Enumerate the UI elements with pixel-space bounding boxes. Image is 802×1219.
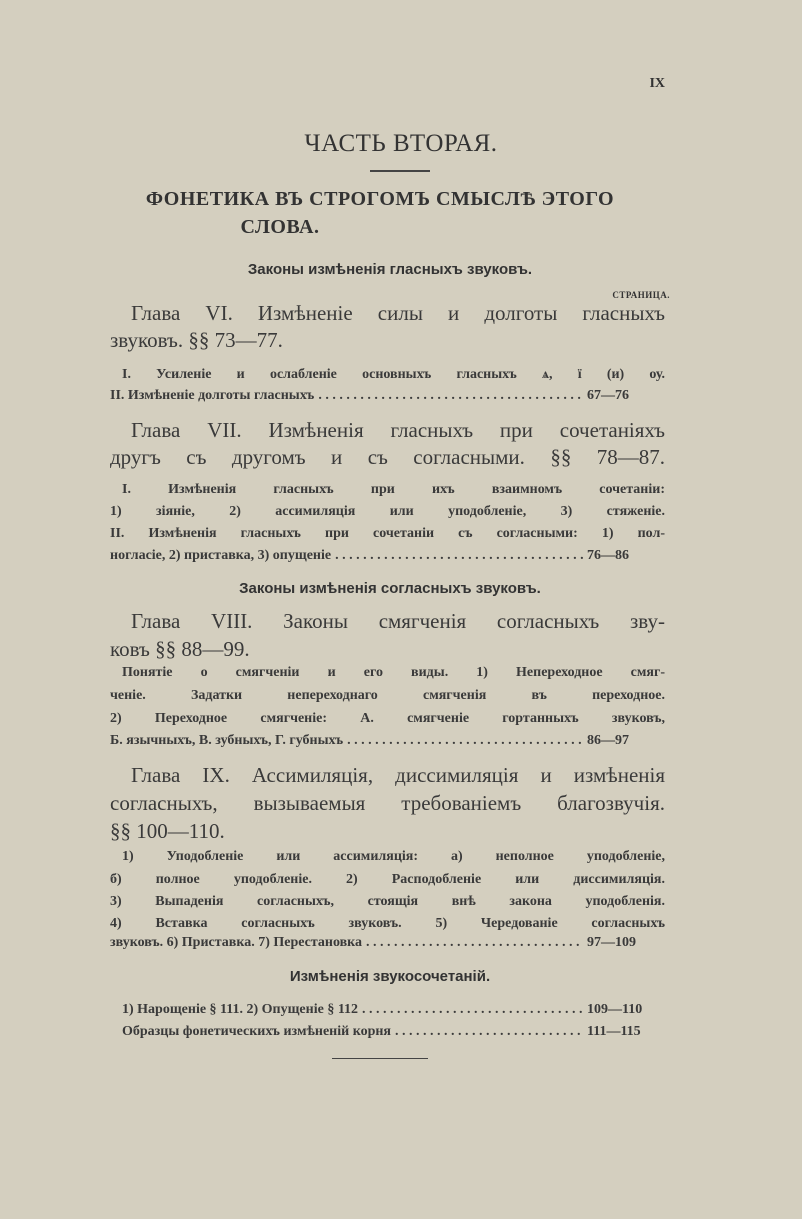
section-heading: Законы измѣненія согласныхъ звуковъ. (239, 580, 541, 597)
toc-line: I. Усиленіе и ослабленіе основныхъ гласныхъ ѧ, ї (и) оу. (122, 367, 665, 382)
chapter-title: Глава VII. Измѣненія гласныхъ при сочетаніяхъ (131, 418, 665, 442)
divider (370, 170, 430, 172)
chapter-title: ковъ §§ 88—99. (110, 637, 250, 661)
page-range: 97—109 (587, 935, 636, 950)
entry-text: Образцы фонетическихъ измѣненій корня (122, 1024, 392, 1039)
toc-line: ченіе. Задатки непереходнаго смягченія въ переходное. (110, 688, 665, 703)
page-range: 86—97 (587, 733, 629, 748)
toc-line: II. Измѣненія гласныхъ при сочетаніи съ согласными: 1) пол- (110, 526, 665, 541)
part-subtitle: СЛОВА. (240, 216, 320, 238)
entry-text: 1) Нарощеніе § 111. 2) Опущеніе § 112 (122, 1002, 359, 1017)
toc-line: 1) Уподобленіе или ассимиляція: а) неполное уподобленіе, (122, 849, 665, 864)
page-column-label: СТРАНИЦА. (612, 290, 670, 300)
entry-text: звуковъ. 6) Приставка. 7) Перестановка (110, 935, 363, 950)
toc-line: 3) Выпаденія согласныхъ, стоящія внѣ закона уподобленія. (110, 894, 665, 909)
page-range: 109—110 (587, 1002, 643, 1017)
toc-line: 1) зіяніе, 2) ассимиляція или уподобленіе, 3) стяженіе. (110, 504, 665, 519)
dot-leader (347, 733, 583, 749)
chapter-title: Глава VIII. Законы смягченія согласныхъ зву- (131, 609, 665, 633)
dot-leader (366, 935, 583, 951)
dot-leader (318, 388, 583, 404)
toc-entry[interactable] (110, 388, 665, 404)
section-heading: Законы измѣненія гласныхъ звуковъ. (247, 261, 533, 278)
end-divider (332, 1058, 428, 1059)
toc-line: 4) Вставка согласныхъ звуковъ. 5) Чередованіе согласныхъ (110, 916, 665, 931)
chapter-title: §§ 100—110. (110, 819, 225, 843)
toc-line: б) полное уподобленіе. 2) Расподобленіе или диссимиляція. (110, 872, 665, 887)
toc-line: Понятіе о смягченіи и его виды. 1) Непереходное смяг- (122, 665, 665, 680)
page-number: IX (649, 76, 665, 91)
entry-text: II. Измѣненіе долготы гласныхъ (110, 388, 315, 403)
chapter-title: согласныхъ, вызываемыя требованіемъ благозвучія. (110, 791, 665, 815)
chapter-title: другъ съ другомъ и съ согласными. §§ 78—87. (110, 445, 665, 469)
chapter-title: Глава VI. Измѣненіе силы и долготы гласныхъ (131, 301, 665, 325)
part-title: ЧАСТЬ ВТОРАЯ. (304, 130, 498, 157)
toc-line: 2) Переходное смягченіе: А. смягченіе гортанныхъ звуковъ, (110, 711, 665, 726)
toc-entry[interactable] (110, 733, 665, 749)
toc-line: I. Измѣненія гласныхъ при ихъ взаимномъ сочетаніи: (122, 482, 665, 497)
toc-entry[interactable] (122, 1002, 665, 1018)
page-range: 111—115 (587, 1024, 641, 1039)
entry-text: Б. язычныхъ, В. зубныхъ, Г. губныхъ (110, 733, 344, 748)
toc-entry[interactable] (110, 935, 665, 951)
toc-entry[interactable] (122, 1024, 665, 1040)
chapter-title: Глава IX. Ассимиляція, диссимиляція и измѣненія (131, 763, 665, 787)
dot-leader (335, 548, 583, 564)
part-subtitle: ФОНЕТИКА ВЪ СТРОГОМЪ СМЫСЛѢ ЭТОГО (145, 188, 615, 210)
entry-text: ногласіе, 2) приставка, 3) опущеніе (110, 548, 332, 563)
dot-leader (395, 1024, 583, 1040)
chapter-title: звуковъ. §§ 73—77. (110, 328, 283, 352)
dot-leader (362, 1002, 583, 1018)
section-heading: Измѣненія звукосочетаній. (289, 968, 491, 985)
toc-entry[interactable] (110, 548, 665, 564)
page-range: 76—86 (587, 548, 629, 563)
page-range: 67—76 (587, 388, 629, 403)
